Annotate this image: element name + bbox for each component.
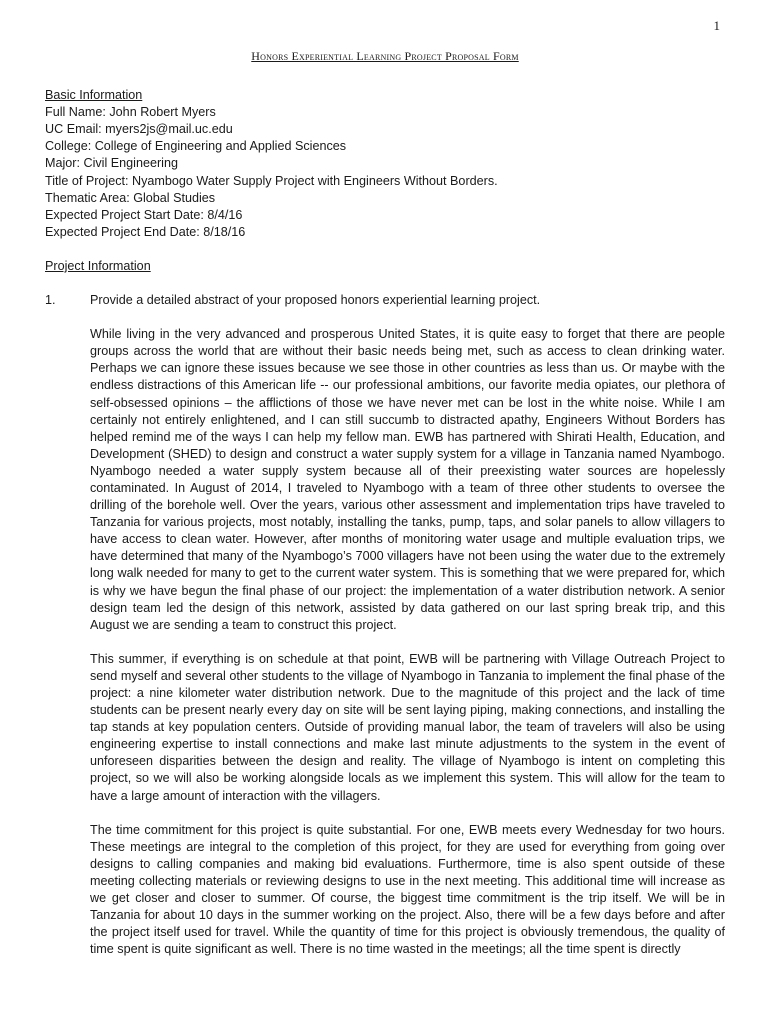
email-line: UC Email: myers2js@mail.uc.edu <box>45 122 233 137</box>
project-title-line: Title of Project: Nyambogo Water Supply Project with Engineers Without Borders. <box>45 173 498 188</box>
paragraph: The time commitment for this project is quite substantial. For one, EWB meets every Wednesday for two hours. These meetings are integral to the completion of this project, for they are used for everything from going over designs to calling companies and making bid evaluations. Furthermore, time is also spent outside of these meeting collecting materials or reviewing designs to use in the next meeting. This additional time will increase as we get closer and closer to summer. Of course, the biggest time commitment is the trip itself. We will be in Tanzania for about 10 days in the summer working on the project. Also, there will be a few days before and after the project itself used for travel. While the quantity of time for this project is obviously tremendous, the quality of time spent is quite significant as well. There is no time wasted in the meetings; all the time spent is directly <box>90 822 725 957</box>
college-line: College: College of Engineering and Applied Sciences <box>45 139 347 154</box>
page-number: 1 <box>713 18 720 33</box>
project-info-heading: Project Information <box>45 258 151 273</box>
major-line: Major: Civil Engineering <box>45 156 178 171</box>
start-date-line: Expected Project Start Date: 8/4/16 <box>45 207 243 222</box>
question-number: 1. <box>45 293 56 308</box>
document-title <box>45 48 725 65</box>
answer-body <box>90 326 725 958</box>
question-text: Provide a detailed abstract of your proposed honors experiential learning project. <box>90 293 541 308</box>
question-item <box>45 292 725 309</box>
end-date-line: Expected Project End Date: 8/18/16 <box>45 224 246 239</box>
document-body <box>45 48 725 975</box>
document-title-text: Honors Experiential Learning Project Proposal Form <box>251 49 519 63</box>
thematic-area-line: Thematic Area: Global Studies <box>45 190 216 205</box>
paragraph: This summer, if everything is on schedule at that point, EWB will be partnering with Village Outreach Project to send myself and several other students to the village of Nyambogo in Tanzania to implement the final phase of the project: a nine kilometer water distribution network. Due to the magnitude of this project and the lack of time students can be present nearly every day on site will be sent laying piping, making connections, and installing the tap stands at key population centers. Outside of providing manual labor, the team of travelers will also be using engineering expertise to install connections and make last minute adjustments to the system in the event of unforeseen disparities between the design and reality. The village of Nyambogo is intent on completing this project, so we will also be working alongside locals as we implement this system. This will allow for the team to have a large amount of interaction with the villagers. <box>90 651 725 803</box>
basic-info-heading: Basic Information <box>45 88 143 103</box>
full-name-line: Full Name: John Robert Myers <box>45 105 216 120</box>
paragraph: While living in the very advanced and prosperous United States, it is quite easy to forget that there are people groups across the world that are without their basic needs being met, such as access to clean drinking water. Perhaps we can ignore these issues because we see those in other countries as less than us. Or maybe with the endless distractions of this American life -- our professional ambitions, our favorite media opiates, our plethora of self-obsessed opinions – the afflictions of those we have never met can be lost in the white noise. While I am certainly not entirely enlightened, and I can still succumb to distracted apathy, Engineers Without Borders has helped remind me of the ways I can help my fellow man. EWB has partnered with Shirati Health, Education, and Development (SHED) to design and construct a water supply system for a village in Tanzania named Nyambogo. Nyambogo needed a water supply system because all of their preexisting water sources are hopelessly contaminated. In August of 2014, I traveled to Nyambogo with a team of three other students to oversee the drilling of the borehole well. Over the years, various other assessment and implementation trips have traveled to Tanzania for various projects, most notably, installing the tanks, pump, taps, and solar panels to allow villagers to have access to clean water. However, after months of monitoring water usage and multiple evaluation trips, we have determined that many of the Nyambogo’s 7000 villagers have not been using the water due to the extremely long walk needed for many to get to the current water system. This is something that we were prepared for, which is why we have begun the final phase of our project: the implementation of a water distribution network. A senior design team led the design of this network, assisted by data gathered on our last spring break trip, and this August we are sending a team to construct this project. <box>90 327 725 632</box>
